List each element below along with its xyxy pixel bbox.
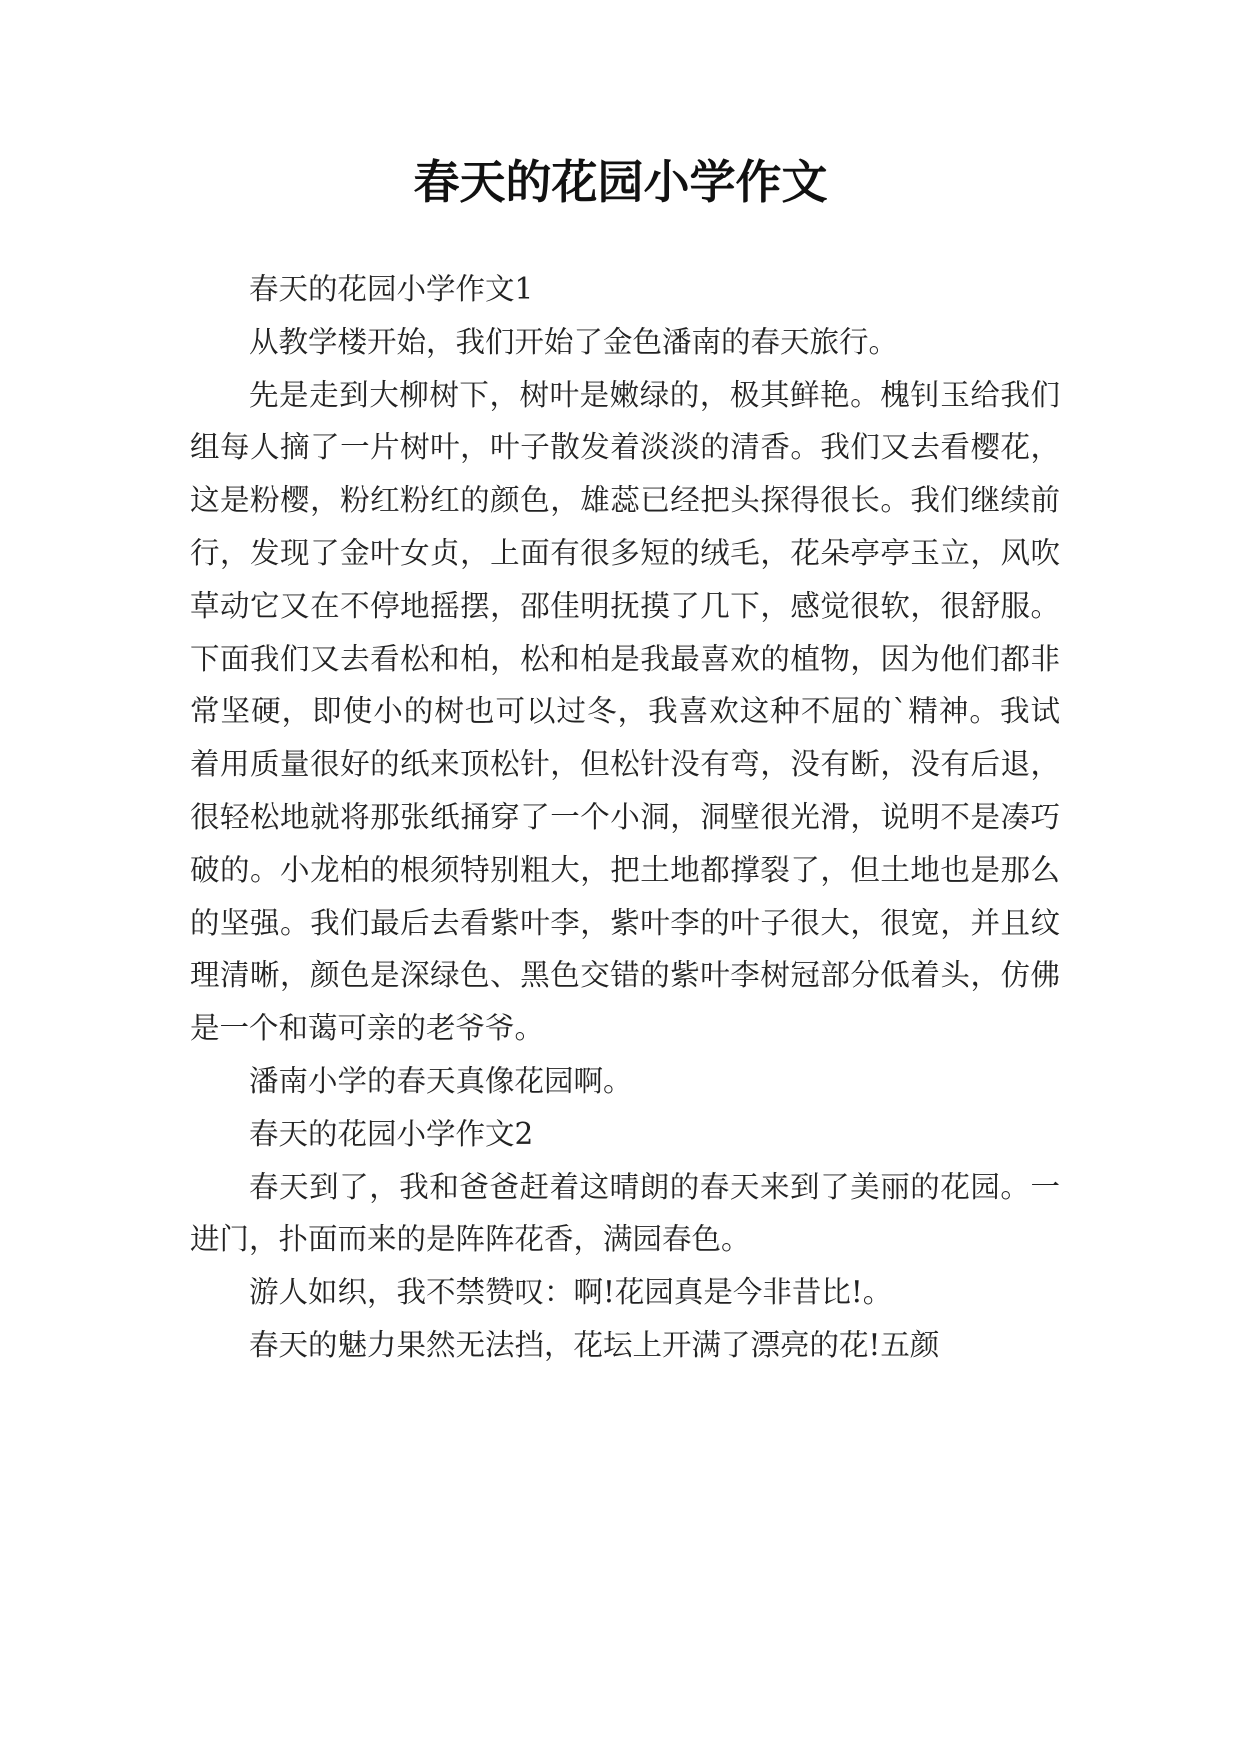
essay-heading-2: 春天的花园小学作文2 bbox=[249, 1116, 534, 1151]
paragraph: 游人如织，我不禁赞叹：啊!花园真是今非昔比!。 bbox=[249, 1275, 893, 1310]
paragraph: 先是走到大柳树下，树叶是嫩绿的，极其鲜艳。槐钊玉给我们组每人摘了一片树叶，叶子散发着淡淡的清香。我们又去看樱花，这是粉樱，粉红粉红的颜色，雄蕊已经把头探得很长。我们继续前行，发现了金叶女贞，上面有很多短的绒毛，花朵亭亭玉立，风吹草动它又在不停地摇摆，邵佳明抚摸了几下，感觉很软，很舒服。下面我们又去看松和柏，松和柏是我最喜欢的植物，因为他们都非常坚硬，即使小的树也可以过冬，我喜欢这种不屈的`精神。我试着用质量很好的纸来顶松针，但松针没有弯，没有断，没有后退，很轻松地就将那张纸捅穿了一个小洞，洞壁很光滑，说明不是凑巧破的。小龙柏的根须特别粗大，把土地都撑裂了，但土地也是那么的坚强。我们最后去看紫叶李，紫叶李的叶子很大，很宽，并且纹理清晰，颜色是深绿色、黑色交错的紫叶李树冠部分低着头，仿佛是一个和蔼可亲的老爷爷。 bbox=[190, 377, 1060, 1046]
paragraph: 春天到了，我和爸爸赶着这晴朗的春天来到了美丽的花园。一进门，扑面而来的是阵阵花香，满园春色。 bbox=[190, 1169, 1060, 1257]
document-body bbox=[190, 263, 1060, 1372]
paragraph: 从教学楼开始，我们开始了金色潘南的春天旅行。 bbox=[249, 324, 899, 359]
paragraph: 春天的魅力果然无法挡，花坛上开满了漂亮的花!五颜 bbox=[249, 1327, 940, 1362]
document-title: 春天的花园小学作文 bbox=[413, 155, 828, 209]
essay-heading-1: 春天的花园小学作文1 bbox=[249, 272, 534, 306]
paragraph: 潘南小学的春天真像花园啊。 bbox=[249, 1063, 633, 1098]
